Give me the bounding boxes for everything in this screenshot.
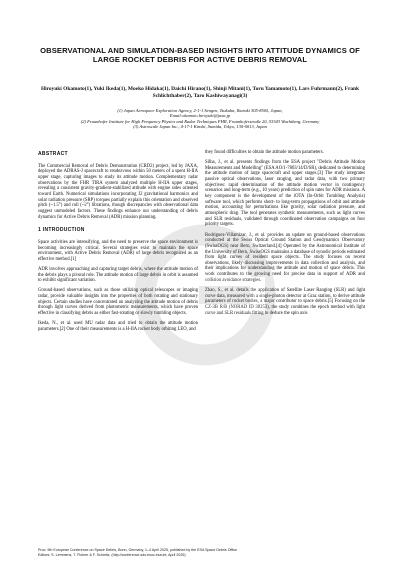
left-column: [38, 150, 198, 337]
abstract-heading: ABSTRACT: [38, 151, 68, 157]
intro-paragraph-3: Ground-based observations, such as those utilizing optical telescopes or imaging radar, provide valuable insights into the properties of both rotating and stationary objects. Certain studies have concentrated on analyzing the attitude motion of debris through light curves derived from photometric measurements, which have proven effective in classifying debris as either fast-rotating or slowly tumbling objects.: [38, 288, 198, 317]
right-paragraph-2: Silha, J., et al. presents findings from the ESA project "Debris Attitude Motion Measurements and Modelling" (ESA AO/1-7803/14/D/SR), dedicated to determining the attitude motion of large spacecraft and upper stages.[3] The study integrates passive optical observations, laser ranging, and radar data, with two primary objectives: rapid determination of the attitude motion vector in contingency scenarios and long-term (e.g., 10 years) prediction of spin rates for ADR missions. A key component is the development of the iOTA (In-Orbit Tumbling Analysis) software tool, which performs short- to long-term propagations of orbit and attitude motion, accounting for perturbations like gravity, solar radiation pressure, and atmospheric drag. The tool generates synthetic measurements, such as light curves and SLR residuals, validated through coordinated observation campaigns on four priority targets.: [205, 160, 365, 228]
conference-footer: [38, 548, 368, 557]
right-paragraph-4: Zhao, S., et al. details the application of Satellite Laser Ranging (SLR) and light curve data, measured with a single-photon detector at Graz station, to derive attitude parameters of rocket bodies, a major contributor to space debris.[5] Focusing on the CZ-3B R/B (NORAD ID 38253), the study combines the epoch method with light curve and SLR residuals fitting to deduce the spin axis: [205, 287, 365, 316]
footer-editors: Editors: S. Lemmens, T. Flohrer & F. Schmitz, (http://conference.sdo.esoc.esa.int, April 2025): [38, 552, 186, 557]
affiliation-2: (2) Fraunhofer Institute for High Frequency Physics and Radar Techniques FHR, Fraunhoferstraße 20, 53343 Wachtberg, Germany: [80, 118, 320, 124]
author-list: Hiroyuki Okamoto(1), Yuki Ikeda(1), Moeko Hidaka(1), Daichi Hirano(1), Shinji Mitani(1), Toru Yamamoto(1), Lars Fuhrmann(2), Frank Schlichthaber(2), Taro Kashiwayanagi(3): [40, 86, 360, 99]
intro-heading: 1 INTRODUCTION: [38, 227, 85, 234]
affiliations: [30, 108, 370, 130]
affiliation-3: (3) Astroscale Japan Inc., 4-17-1 Kinshi, Sumida, Tokyo, 130-0013, Japan: [133, 124, 267, 130]
abstract-text: The Commercial Removal of Debris Demonstration (CRD2) project, led by JAXA, deployed the ADRAS-J spacecraft to rendezvous within 50 meters of a spent H-IIA upper stage, capturing images to study its attitude motion. Complementary radar observations by the FHR TIRA system analyzed multiple H-IIA upper stages, revealing a consistent gravity-gradient-stabilized attitude with engine sides oriented toward Earth. Numerical simulations incorporating J2 gravitational harmonics and solar radiation pressure (SRP) torques partially explain this orientation and observed pitch (~1.5°) and roll (~2°) librations, though discrepancies with observational data suggest unmodeled factors. These findings enhance our understanding of debris dynamics for Active Debris Removal (ADR) mission planning.: [38, 163, 198, 220]
paper-title: OBSERVATIONAL AND SIMULATION-BASED INSIGHTS INTO ATTITUDE DYNAMICS OF LARGE ROCKET DEBRIS FOR ACTIVE DEBRIS REMOVAL: [40, 46, 360, 65]
right-paragraph-3: Rodriguez-Villamizar, J., et al. provides an update on ground-based observations conducted at the Swiss Optical Ground Station and Geodynamics Observatory (SwissOGS) near Bern, Switzerland.[4] Operated by the Astronomical Institute of the University of Bern, SwissOGS maintains a database of synodic periods estimated from light curves of resident space objects. The study focuses on recent observations, likely discussing improvements in data collection and analysis, and their implications for understanding the attitude and motion of space debris. This work contributes to the growing need for precise data in support of ADR and collision avoidance strategies.: [205, 232, 365, 283]
right-paragraph-1: they found difficulties to obtain the attitude motion parameters.: [205, 150, 324, 155]
intro-paragraph-1: Space activities are intensifying, and the need to preserve the space environment is becoming increasingly critical. Several strategies exist to maintain the space environment, with Active Debris Removal (ADR) of large debris recognized as an effective method.[1]: [38, 239, 198, 262]
intro-paragraph-4: Ikeda, N., et al. used MU radar data and tried to obtain the attitude motion parameters.[2] One of their measurements is a H-IIA rocket body orbiting LEO, and: [38, 321, 198, 332]
right-column: [205, 150, 365, 321]
footer-proceedings: Proc. 9th European Conference on Space Debris, Bonn, Germany, 1–4 April 2025, published by the ESA Space Debris Office: [38, 548, 238, 552]
affiliation-email: Email:okamoto.hiroyuki@jaxa.jp: [169, 113, 231, 119]
affiliation-1: (1) Japan Aerospace Exploration Agency, 2-1-1 Sengen, Tsukuba, Ibaraki 305-8505, Japan,: [117, 108, 283, 113]
intro-paragraph-2: ADR involves approaching and capturing target debris, where the attitude motion of the debris plays a pivotal role. The attitude motion of large debris in orbit is assumed to exhibit significant variation.: [38, 267, 198, 284]
